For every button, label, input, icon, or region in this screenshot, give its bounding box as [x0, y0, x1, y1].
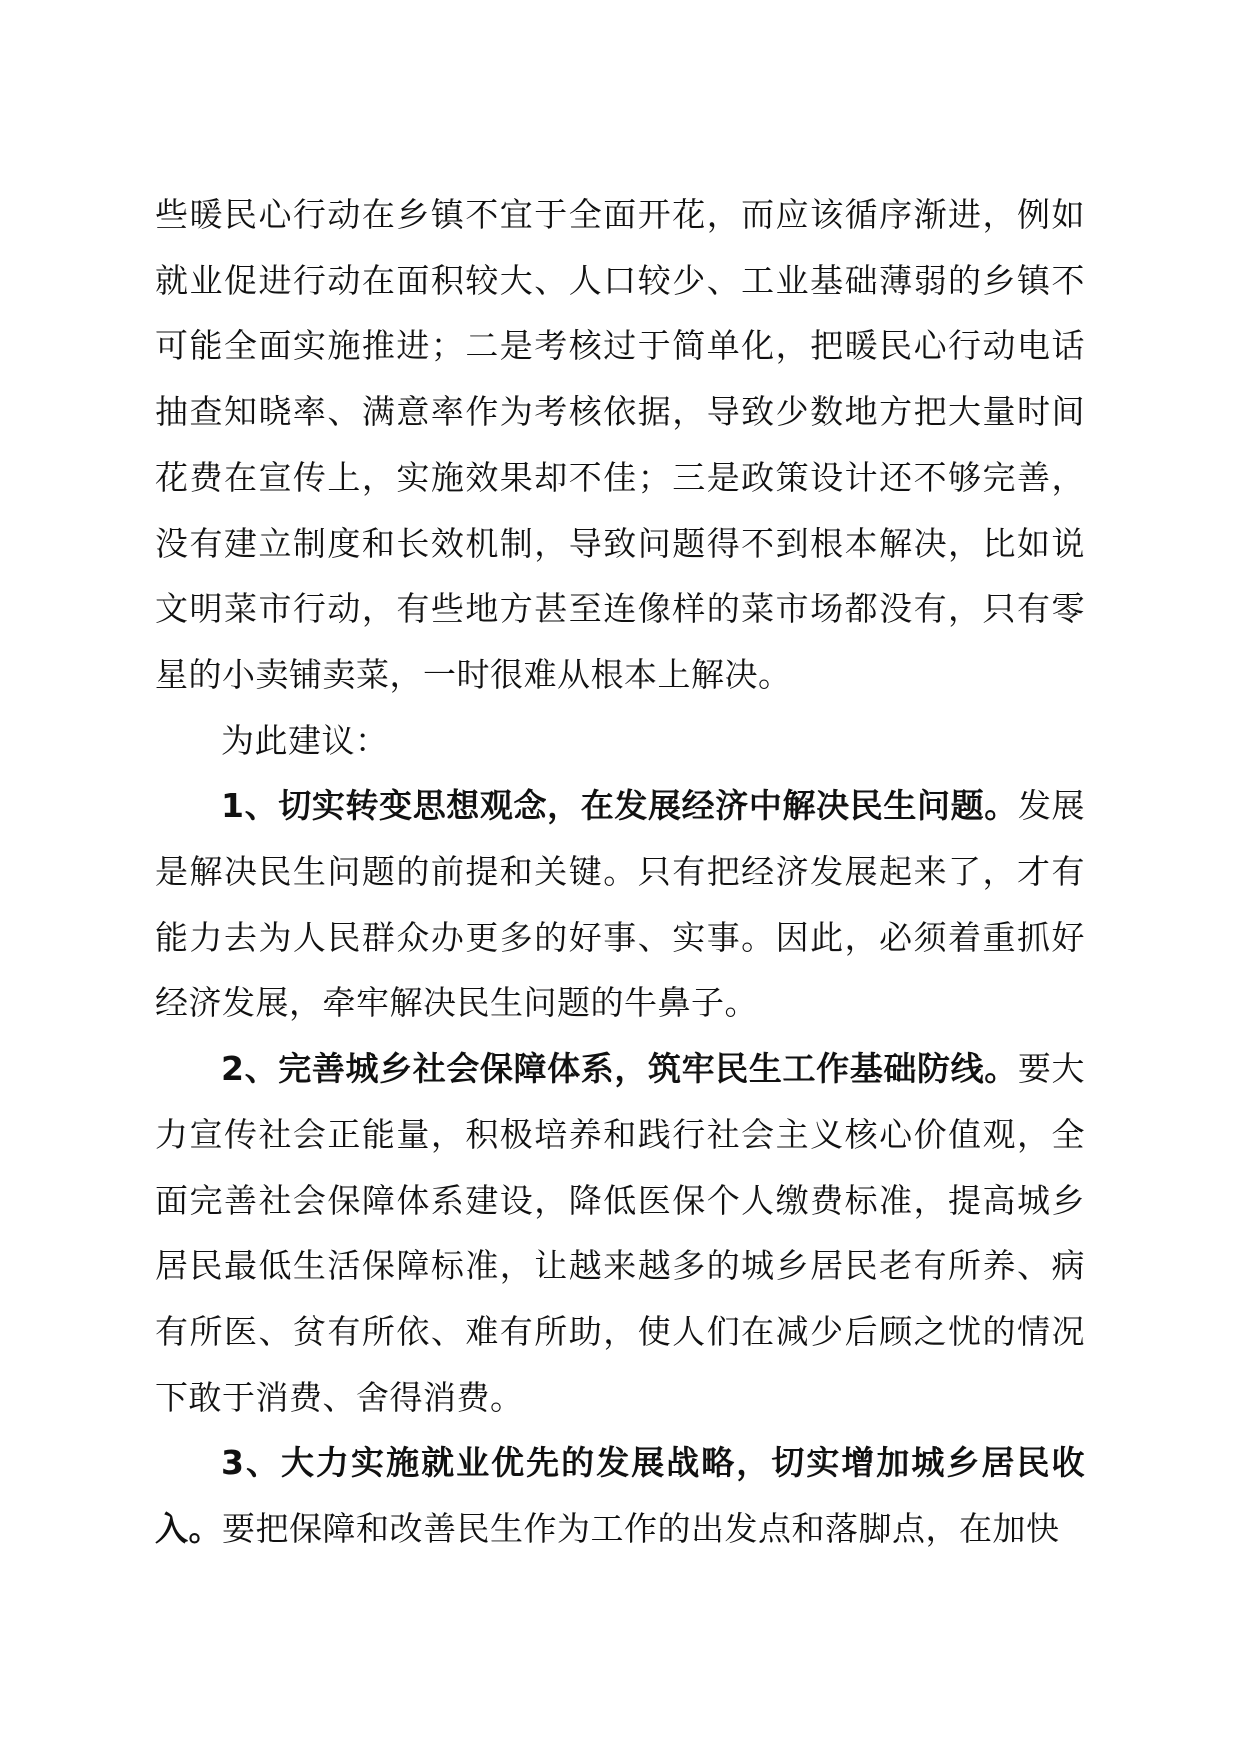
- paragraph-suggestion-1: [155, 773, 1085, 1036]
- paragraph-text: 发展是解决民生问题的前提和关键。只有把经济发展起来了，才有能力去为人民群众办更多的好事、实事。因此，必须着重抓好经济发展，牵牢解决民生问题的牛鼻子。: [155, 786, 1085, 1023]
- paragraph-suggestion-intro: [155, 708, 1085, 774]
- paragraph-text: 为此建议：: [221, 720, 389, 760]
- paragraph-text: 要大力宣传社会正能量，积极培养和践行社会主义核心价值观，全面完善社会保障体系建设，降低医保个人缴费标准，提高城乡居民最低生活保障标准，让越来越多的城乡居民老有所养、病有所医、贫有所依、难有所助，使人们在减少后顾之忧的情况下敢于消费、舍得消费。: [155, 1049, 1085, 1417]
- paragraph-text: 要把保障和改善民生作为工作的出发点和落脚点，在加快: [222, 1509, 1060, 1549]
- document-page: [155, 182, 1085, 1562]
- paragraph-continuation: [155, 182, 1085, 708]
- suggestion-heading: 1、切实转变思想观念，在发展经济中解决民生问题。: [221, 786, 1018, 826]
- suggestion-heading: 2、完善城乡社会保障体系，筑牢民生工作基础防线。: [221, 1049, 1018, 1089]
- paragraph-text: 些暖民心行动在乡镇不宜于全面开花，而应该循序渐进，例如就业促进行动在面积较大、人口较少、工业基础薄弱的乡镇不可能全面实施推进；二是考核过于简单化，把暖民心行动电话抽查知晓率、满意率作为考核依据，导致少数地方把大量时间花费在宣传上，实施效果却不佳；三是政策设计还不够完善，没有建立制度和长效机制，导致问题得不到根本解决，比如说文明菜市行动，有些地方甚至连像样的菜市场都没有，只有零星的小卖铺卖菜，一时很难从根本上解决。: [155, 195, 1085, 694]
- suggestion-heading: 3、大力实施就业优先的发展战略，切实增加城乡居民收入。: [155, 1443, 1085, 1549]
- paragraph-suggestion-3: [155, 1430, 1085, 1561]
- paragraph-suggestion-2: [155, 1036, 1085, 1430]
